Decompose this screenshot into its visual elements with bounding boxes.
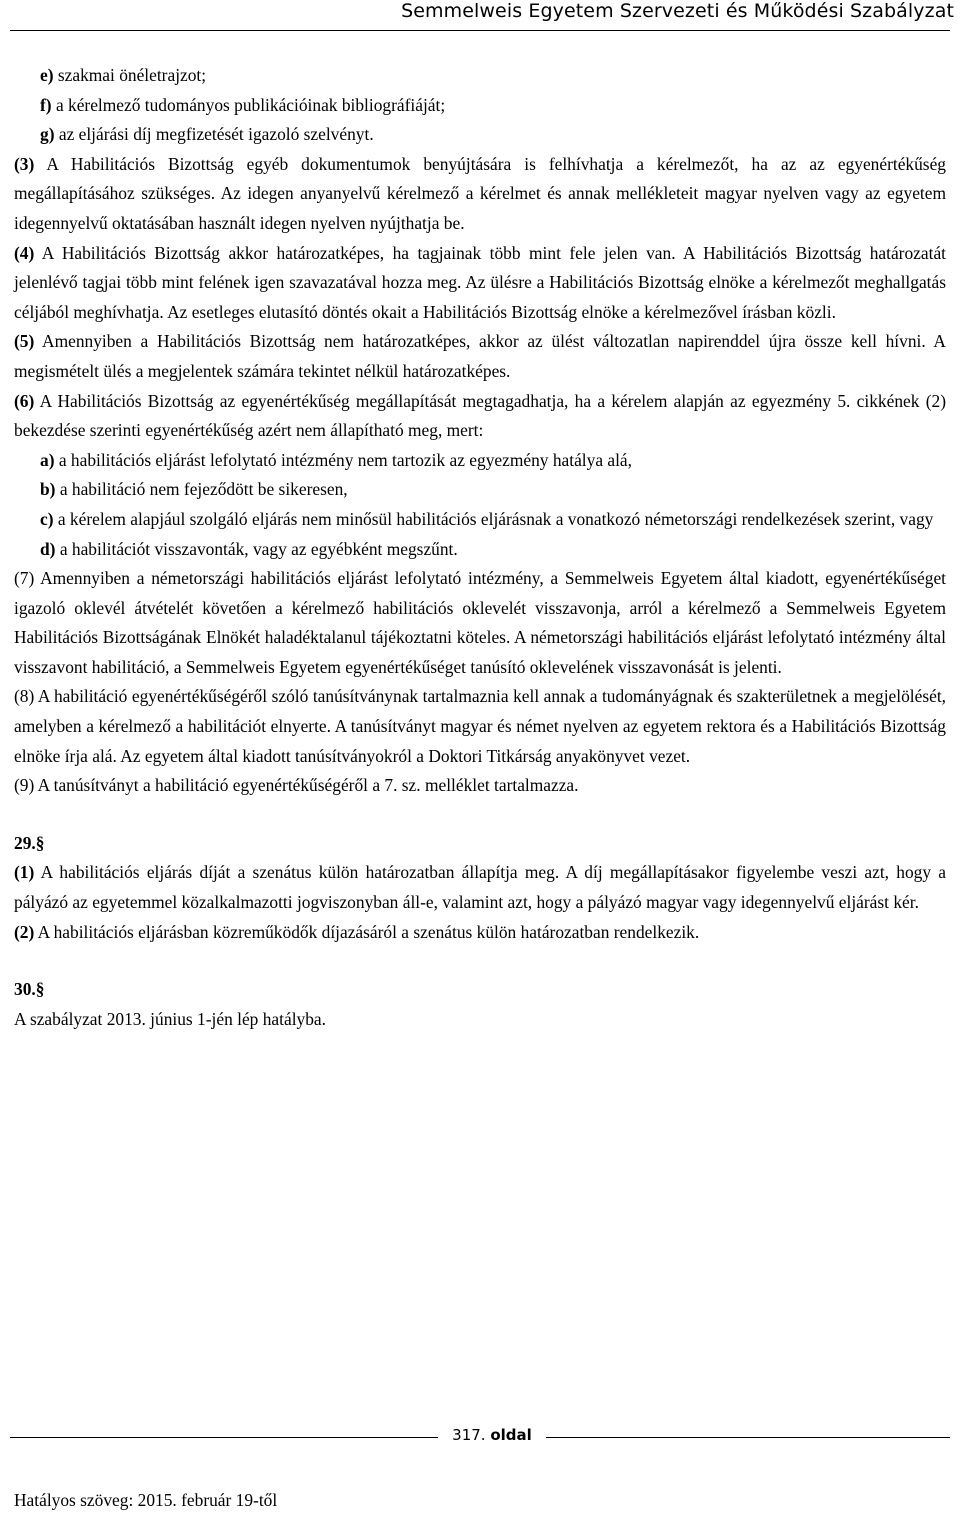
paragraph-3 [14,150,946,239]
item-text: szakmai önéletrajzot; [53,65,207,85]
paragraph-label: (5) [14,331,35,352]
paragraph-text: A Habilitációs Bizottság az egyenértékűség megállapítását megtagadhatja, ha a kérelem alapján az egyezmény 5. cikkének (2) bekezdése szerinti egyenértékűség azért nem állapítható meg, mert: [14,390,946,441]
item-label: c) [40,508,54,529]
paragraph-text: A habilitációs eljárásban közreműködők díjazásáról a szenátus külön határozatban rendelkezik. [34,921,700,942]
document-header-title: Semmelweis Egyetem Szervezeti és Működési Szabályzat [401,0,954,22]
list-item-d [14,535,946,565]
paragraph-label: (1) [14,862,35,883]
list-item-e [14,61,946,91]
paragraph-label: (2) [14,921,35,942]
paragraph-8: (8) A habilitáció egyenértékűségéről szóló tanúsítványnak tartalmaznia kell annak a tudományágnak és szakterületnek a megjelölését, amelyben a kérelmező a habilitációt elnyerte. A tanúsítványt magyar és német nyelven az egyetem rektora és a Habilitációs Bizottság elnöke írja alá. Az egyetem által kiadott tanúsítványokról a Doktori Titkárság anyakönyvet vezet. [14,686,946,766]
list-item-a [14,446,946,476]
article-30-text: A szabályzat 2013. június 1-jén lép hatályba. [14,1008,326,1029]
footer-divider-left [10,1437,438,1438]
item-label: b) [40,479,56,500]
item-label: a) [40,449,55,470]
document-body [14,61,946,1034]
paragraph-6 [14,387,946,446]
item-text: a kérelem alapjául szolgáló eljárás nem minősül habilitációs eljárásnak a vonatkozó németországi rendelkezések szerint, vagy [53,508,934,529]
paragraph-label: (4) [14,242,35,263]
item-text: a habilitációt visszavonták, vagy az egyébként megszűnt. [55,538,458,559]
article-29-paragraph-1 [14,858,946,917]
header-divider [10,30,950,31]
item-label: g) [40,124,55,145]
paragraph-label: (6) [14,390,35,411]
item-text: az eljárási díj megfizetését igazoló szelvényt. [54,124,374,145]
paragraph-text: A Habilitációs Bizottság egyéb dokumentumok benyújtására is felhívhatja a kérelmezőt, ha az az egyenértékűség megállapításához szükséges. Az idegen anyanyelvű kérelmező a kérelmet és annak mellékleteit magyar nyelven vagy az egyetem idegennyelvű oktatásában használt idegen nyelven nyújthatja be. [14,153,946,233]
paragraph-9: (9) A tanúsítványt a habilitáció egyenértékűségéről a 7. sz. melléklet tartalmazza. [14,775,579,796]
paragraph-text: Amennyiben a Habilitációs Bizottság nem határozatképes, akkor az ülést változatlan napirenddel újra össze kell hívni. A megismételt ülés a megjelentek számára tekintet nélkül határozatképes. [14,331,946,381]
item-label: e) [40,65,54,85]
list-item-g [14,120,946,150]
paragraph-7: (7) Amennyiben a németországi habilitációs eljárást lefolytató intézmény, a Semmelweis Egyetem által kiadott, egyenértékűséget igazoló oklevél átvételét követően a kérelmező habilitációs oklevelét visszavonja, arról a kérelmező a Semmelweis Egyetem Habilitációs Bizottságának Elnökét haladéktalanul tájékoztatni köteles. A németországi habilitációs eljárást lefolytató intézmény által visszavont habilitáció, a Semmelweis Egyetem egyenértékűséget tanúsító oklevelének visszavonását is jelenti. [14,568,946,677]
paragraph-5 [14,327,946,386]
item-text: a kérelmező tudományos publikációinak bibliográfiáját; [51,94,446,115]
item-text: a habilitáció nem fejeződött be sikeresen, [55,479,348,500]
article-29-paragraph-2 [14,918,946,948]
list-item-b [14,475,946,505]
article-29-heading: 29.§ [14,832,45,853]
page-number [438,1426,546,1444]
paragraph-text: A habilitációs eljárás díját a szenátus külön határozatban állapítja meg. A díj megállapításakor figyelembe veszi azt, hogy a pályázó az egyetemmel közalkalmazotti jogviszonyban áll-e, valamint azt, hogy a pályázó magyar vagy idegennyelvű eljárást kér. [14,862,946,913]
page-number-value: 317. [452,1426,486,1444]
item-label: d) [40,538,56,559]
list-item-c [14,505,946,535]
item-label: f) [40,94,52,115]
paragraph-label: (3) [14,153,35,174]
page-number-label: oldal [490,1426,532,1444]
paragraph-4 [14,239,946,328]
effective-date-note: Hatályos szöveg: 2015. február 19-től [14,1490,278,1510]
item-text: a habilitációs eljárást lefolytató intézmény nem tartozik az egyezmény hatálya alá, [54,449,632,470]
footer-divider-right [546,1437,950,1438]
article-30-heading: 30.§ [14,979,45,1000]
paragraph-text: A Habilitációs Bizottság akkor határozatképes, ha tagjainak több mint fele jelen van. A Habilitációs Bizottság határozatát jelenlévő tagjai több mint felének igen szavazatával hozza meg. Az ülésre a Habilitációs Bizottság elnöke a kérelmezőt meghallgatás céljából meghívhatja. Az esetleges elutasító döntés okait a Habilitációs Bizottság elnöke a kérelmezővel írásban közli. [14,242,946,322]
list-item-f [14,91,946,121]
